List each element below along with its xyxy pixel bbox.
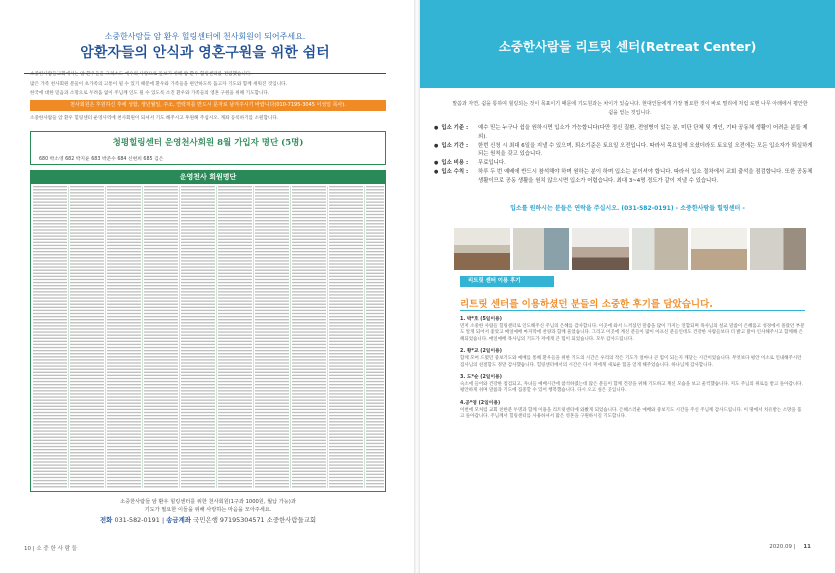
- room-photo: [750, 228, 806, 270]
- member-column: [366, 186, 384, 488]
- info-row: [434, 159, 814, 168]
- member-column: [255, 186, 289, 488]
- review-title: 1. 박*호 (5일이용): [460, 317, 502, 322]
- review-list: [460, 317, 805, 427]
- review-divider: [460, 310, 805, 311]
- left-page: [0, 0, 415, 573]
- column-divider: [179, 186, 180, 488]
- right-footer: 2020.09 | 11: [769, 544, 811, 550]
- info-row: [434, 142, 814, 160]
- column-divider: [105, 186, 106, 488]
- review-section-tag: 리트릿 센터 이용 후기: [460, 276, 554, 287]
- info-value: 무료입니다.: [478, 160, 506, 167]
- new-members-box: [30, 131, 386, 165]
- right-title: 소중한사람들 리트릿 센터(Retreat Center): [498, 39, 757, 54]
- left-footer-text: 소 중 한 사 람 들: [36, 546, 77, 552]
- room-photo: [632, 228, 688, 270]
- info-row: [434, 124, 814, 142]
- info-value: 한번 신청 시 최대 6일을 지낼 수 있으며, 퇴소기준은 토요일 오전입니다. 따라서 목요일에 오셨더라도 토요일 오전에는 모든 입소자가 퇴실하게 되는 원칙을 갖고 있습니다.: [478, 142, 813, 158]
- intro-paragraph: 소중한사람들교회에서는 암 환우들을 그리스도 예수의 사랑으로 돌보기 위해 암 환우 힐링센터를 건립했습니다.: [30, 72, 252, 77]
- member-column: [70, 186, 104, 488]
- issue-date: 2020.09: [769, 544, 792, 550]
- member-list-grid: [31, 184, 385, 490]
- review-body: 이번에 모처럼 교회 친한분 두명과 함께 이용을 리트릿센터에 와봤게 되었습니다. 은혜스러운 예배와 중보기도 시간을 주신 주님께 감사드립니다. 이 땅에서 치유받는 소망을 품고 돌아갑니다. 주님께서 힐링센터를 사용하셔서 많은 영혼을 구원하시길 기도합니다.: [460, 407, 802, 420]
- column-divider: [327, 186, 328, 488]
- info-value: 예수 믿는 누구나 쉼을 원하시면 입소가 가능합니다(다만 정신 질환, 전염병이 있는 분, 미단 단체 및 개인, 기타 공동체 생활이 어려운 분들 제외).: [478, 125, 808, 140]
- member-column: [292, 186, 326, 488]
- member-column: [329, 186, 363, 488]
- phone-label: 전화: [99, 516, 113, 524]
- room-photo: [454, 228, 510, 270]
- review-body: 숙소에 들어와 건강한 점검되고, 자녀들 예배시간에 참석하였는데 많은 분들이 함께 건강을 위해 기도하고 계신 모습을 보고 울컥했습니다. 저도 주님의 위로를 받고 돌아갑니다. 평안하게 쉬며 말씀과 기도에 집중할 수 있어 행복했습니다. 다시 오고 싶은 곳입니다.: [460, 381, 803, 394]
- intro-paragraph: 한국에 대한 믿음과 소망으로 두려움 없이 주님께 인도 될 수 있도록 소진 환우와 가족들의 영혼 구원을 위해 기도합니다.: [30, 91, 270, 97]
- member-column: [218, 186, 252, 488]
- review-item: [460, 401, 805, 421]
- account-value: 국민은행 97195304571 소중한사람들교회: [193, 516, 317, 524]
- review-body: 함께 모여 드렸던 중보기도와 예배를 통해 환우들을 위한 기도의 시간은 우리의 작은 기도가 얼마나 큰 힘이 되는지 깨닫는 시간이었습니다. 무엇보다 평안 이소로 인내해주시던 집사님의 친절함도 정말 감사했습니다. 힐링센터에서의 시간은 다시 저에게 새로운 힘을 얻게 해주었습니다. 하나님께 감사합니다.: [460, 355, 802, 368]
- member-list-title: 운영천사 회원명단: [31, 171, 385, 184]
- member-list-box: [30, 170, 386, 492]
- right-intro: 말씀과 자연, 쉼을 통하여 힐링되는 것이 목표이기 때문에 기도원과는 차이가 있습니다. 현대인들에게 가장 필요한 것이 바로 멀리에 처럼 로맨 나무 아래에서 평안한 쉼을 얻는 것입니다.: [452, 101, 808, 116]
- member-column: [33, 186, 67, 488]
- room-photos: [454, 228, 806, 270]
- member-column: [144, 186, 178, 488]
- right-page: [420, 0, 835, 573]
- left-title: 암환자들의 안식과 영혼구원을 위한 쉼터: [80, 45, 330, 61]
- left-subtitle: 소중한사람들 암 환우 힐링센터에 천사회원이 되어주세요.: [104, 32, 306, 41]
- info-key: ● 입소 비용 :: [434, 159, 478, 168]
- info-row: [434, 168, 814, 186]
- left-footer: 10 | 소 중 한 사 람 들: [24, 546, 77, 552]
- room-photo: [572, 228, 628, 270]
- notice-highlight: 천사회원은 후원하신 후에 성함, 생년월일, 주소, 연락처를 반드시 문자로 남겨주시기 바랍니다(010-7195-3045 이성일 목사).: [30, 100, 386, 111]
- admission-contact: 입소를 원하시는 분들은 연락을 주십시오. (031-582-0191) - 소중한사람들 힐링센터 -: [510, 205, 745, 212]
- phone-number: 031-582-0191: [114, 516, 160, 524]
- new-members-list: 680 박소영 682 박지윤 683 박준수 684 신현희 685 김은: [39, 157, 164, 162]
- left-header: [24, 31, 386, 70]
- info-value: 하루 두 번 예배에 반드시 참석해야 하며 원하는 분이 하며 입소는 분이셔야 합니다. 따라서 입소 절차에서 교회 출석을 점검합니다. 또한 공동체 생활이므로 공동 생활을 원치 않으시면 입소가 어렵습니다. 최대 3~4명 정도가 같이 지낼 수 있습니다.: [478, 168, 813, 184]
- review-item: [460, 317, 805, 343]
- review-heading: 리트릿 센터를 이용하셨던 분들의 소중한 후기를 담았습니다.: [460, 299, 713, 310]
- column-divider: [253, 186, 254, 488]
- review-body: 먼저 소중한 사람들 힐링센터로 인도해주신 주님의 은혜를 감사합니다. 이곳에 와서 느끼셨던 말씀을 많이 가지는 연합되며 목사님의 설교 말씀이 은혜롭고 성경에서 몰랐던 부분도 알게 되어서 좋았고 매일예배 마지막에 찬양과 함께 울었습니다. 그리고 이곳에 계신 분들이 많이 아프신 분들인데도 건강한 사람들보다 더 밝고 맑아 인사해주시고 함께해 은혜되었습니다. 매일예배 목사님의 기도가 저에게 큰 힘이 되었습니다. 모두 감사드립니다.: [460, 323, 805, 342]
- bottom-text: 소중한사람들 암 환우 힐링센터를 위한 천사회원(1구좌 1000원, 월납 가능)과: [120, 499, 296, 505]
- column-divider: [142, 186, 143, 488]
- left-bottom-info: [30, 498, 386, 526]
- member-column: [181, 186, 215, 488]
- column-divider: [68, 186, 69, 488]
- left-page-number: 10: [24, 546, 31, 552]
- member-column: [107, 186, 141, 488]
- new-members-title: 청평힐링센터 운영천사회원 8월 가입자 명단 (5명): [112, 138, 304, 148]
- column-divider: [290, 186, 291, 488]
- column-divider: [216, 186, 217, 488]
- intro-paragraph: 많은 가족 천사회원 분들이 초가족의 고통이 될 수 있기 때문에 환우와 가족들을 편안하도록 돕고자 기도와 함께 세워진 것입니다.: [30, 81, 288, 87]
- info-key: ● 입소 기간 :: [434, 142, 478, 160]
- review-title: 2. 황*교 (2일이용): [460, 349, 502, 355]
- account-label: 송금계좌: [166, 516, 191, 524]
- admission-info: [434, 124, 814, 186]
- intro-paragraphs: [30, 71, 390, 100]
- info-key: ● 입소 기준 :: [434, 124, 478, 142]
- right-page-number: 11: [803, 544, 811, 550]
- review-item: [460, 349, 805, 369]
- info-key: ● 입소 수칙 :: [434, 168, 478, 186]
- review-item: [460, 375, 805, 395]
- review-title: 3. 도*순 (2일이용): [460, 375, 502, 381]
- contact-line: 전화 031-582-0191 | 송금계좌 국민은행 97195304571 소중한사람들교회: [99, 516, 317, 524]
- room-photo: [691, 228, 747, 270]
- room-photo: [513, 228, 569, 270]
- support-note: 소중한사람들 암 환우 힐링센터 운영사역에 천사회원이 되셔서 기도 해주시고 후원해 주십시오. 계좌 등록하기를 소원합니다.: [30, 116, 279, 121]
- review-title: 4.공*영 (2일이용): [460, 400, 501, 406]
- column-divider: [364, 186, 365, 488]
- bottom-text: 기도가 필요한 이들을 위해 사랑하는 마음을 모아주세요.: [144, 507, 272, 513]
